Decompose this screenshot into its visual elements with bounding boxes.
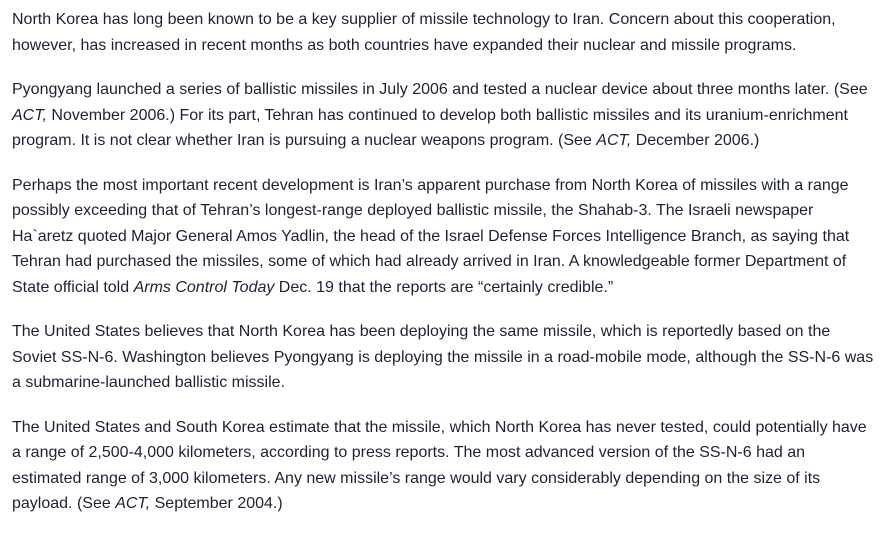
paragraph-5 bbox=[12, 415, 876, 517]
publication-name: Arms Control Today bbox=[133, 278, 275, 296]
paragraph-3-text-a: Perhaps the most important recent development is Iran’s apparent purchase from North Korea of missiles with a range possibly exceeding that of Tehran’s longest-range deployed ballistic missile, the Shahab-3. The Israeli newspaper Ha`aretz quoted Major General Amos Yadlin, the head of the Israel Defense Forces Intelligence Branch, as saying that Tehran had purchased the missiles, some of which had already arrived in Iran. A knowledgeable former Department of State official told bbox=[12, 176, 850, 296]
paragraph-2-text-a: Pyongyang launched a series of ballistic missiles in July 2006 and tested a nuclear device about three months later. (See bbox=[12, 81, 868, 98]
paragraph-2-text-b: November 2006.) For its part, Tehran has continued to develop both ballistic missiles and its uranium-enrichment program. It is not clear whether Iran is pursuing a nuclear weapons program. (See bbox=[12, 106, 848, 149]
act-citation-3: ACT, bbox=[115, 495, 151, 512]
act-citation-2: ACT, bbox=[596, 132, 632, 149]
paragraph-3 bbox=[12, 173, 876, 301]
paragraph-2-text-c: December 2006.) bbox=[631, 132, 760, 149]
paragraph-2 bbox=[12, 77, 876, 154]
paragraph-4-text: The United States believes that North Korea has been deploying the same missile, which is reportedly based on the Soviet SS-N-6. Washington believes Pyongyang is deploying the missile in a road-mobile mode, although the SS-N-6 was a submarine-launched ballistic missile. bbox=[12, 323, 874, 391]
act-citation-1: ACT, bbox=[12, 106, 47, 124]
paragraph-5-text-a: The United States and South Korea estimate that the missile, which North Korea has never tested, could potentially have a range of 2,500-4,000 kilometers, according to press reports. The most advanced version of the SS-N-6 had an estimated range of 3,000 kilometers. Any new missile’s range would vary considerably depending on the size of its payload. (See bbox=[12, 418, 867, 512]
paragraph-5-text-b: September 2004.) bbox=[150, 495, 283, 512]
paragraph-1 bbox=[12, 7, 876, 58]
paragraph-3-text-b: Dec. 19 that the reports are “certainly credible.” bbox=[274, 278, 614, 296]
paragraph-1-text: North Korea has long been known to be a key supplier of missile technology to Iran. Concern about this cooperation, however, has increased in recent months as both countries have expanded their nuclear and missile programs. bbox=[12, 11, 836, 54]
paragraph-4 bbox=[12, 319, 876, 396]
